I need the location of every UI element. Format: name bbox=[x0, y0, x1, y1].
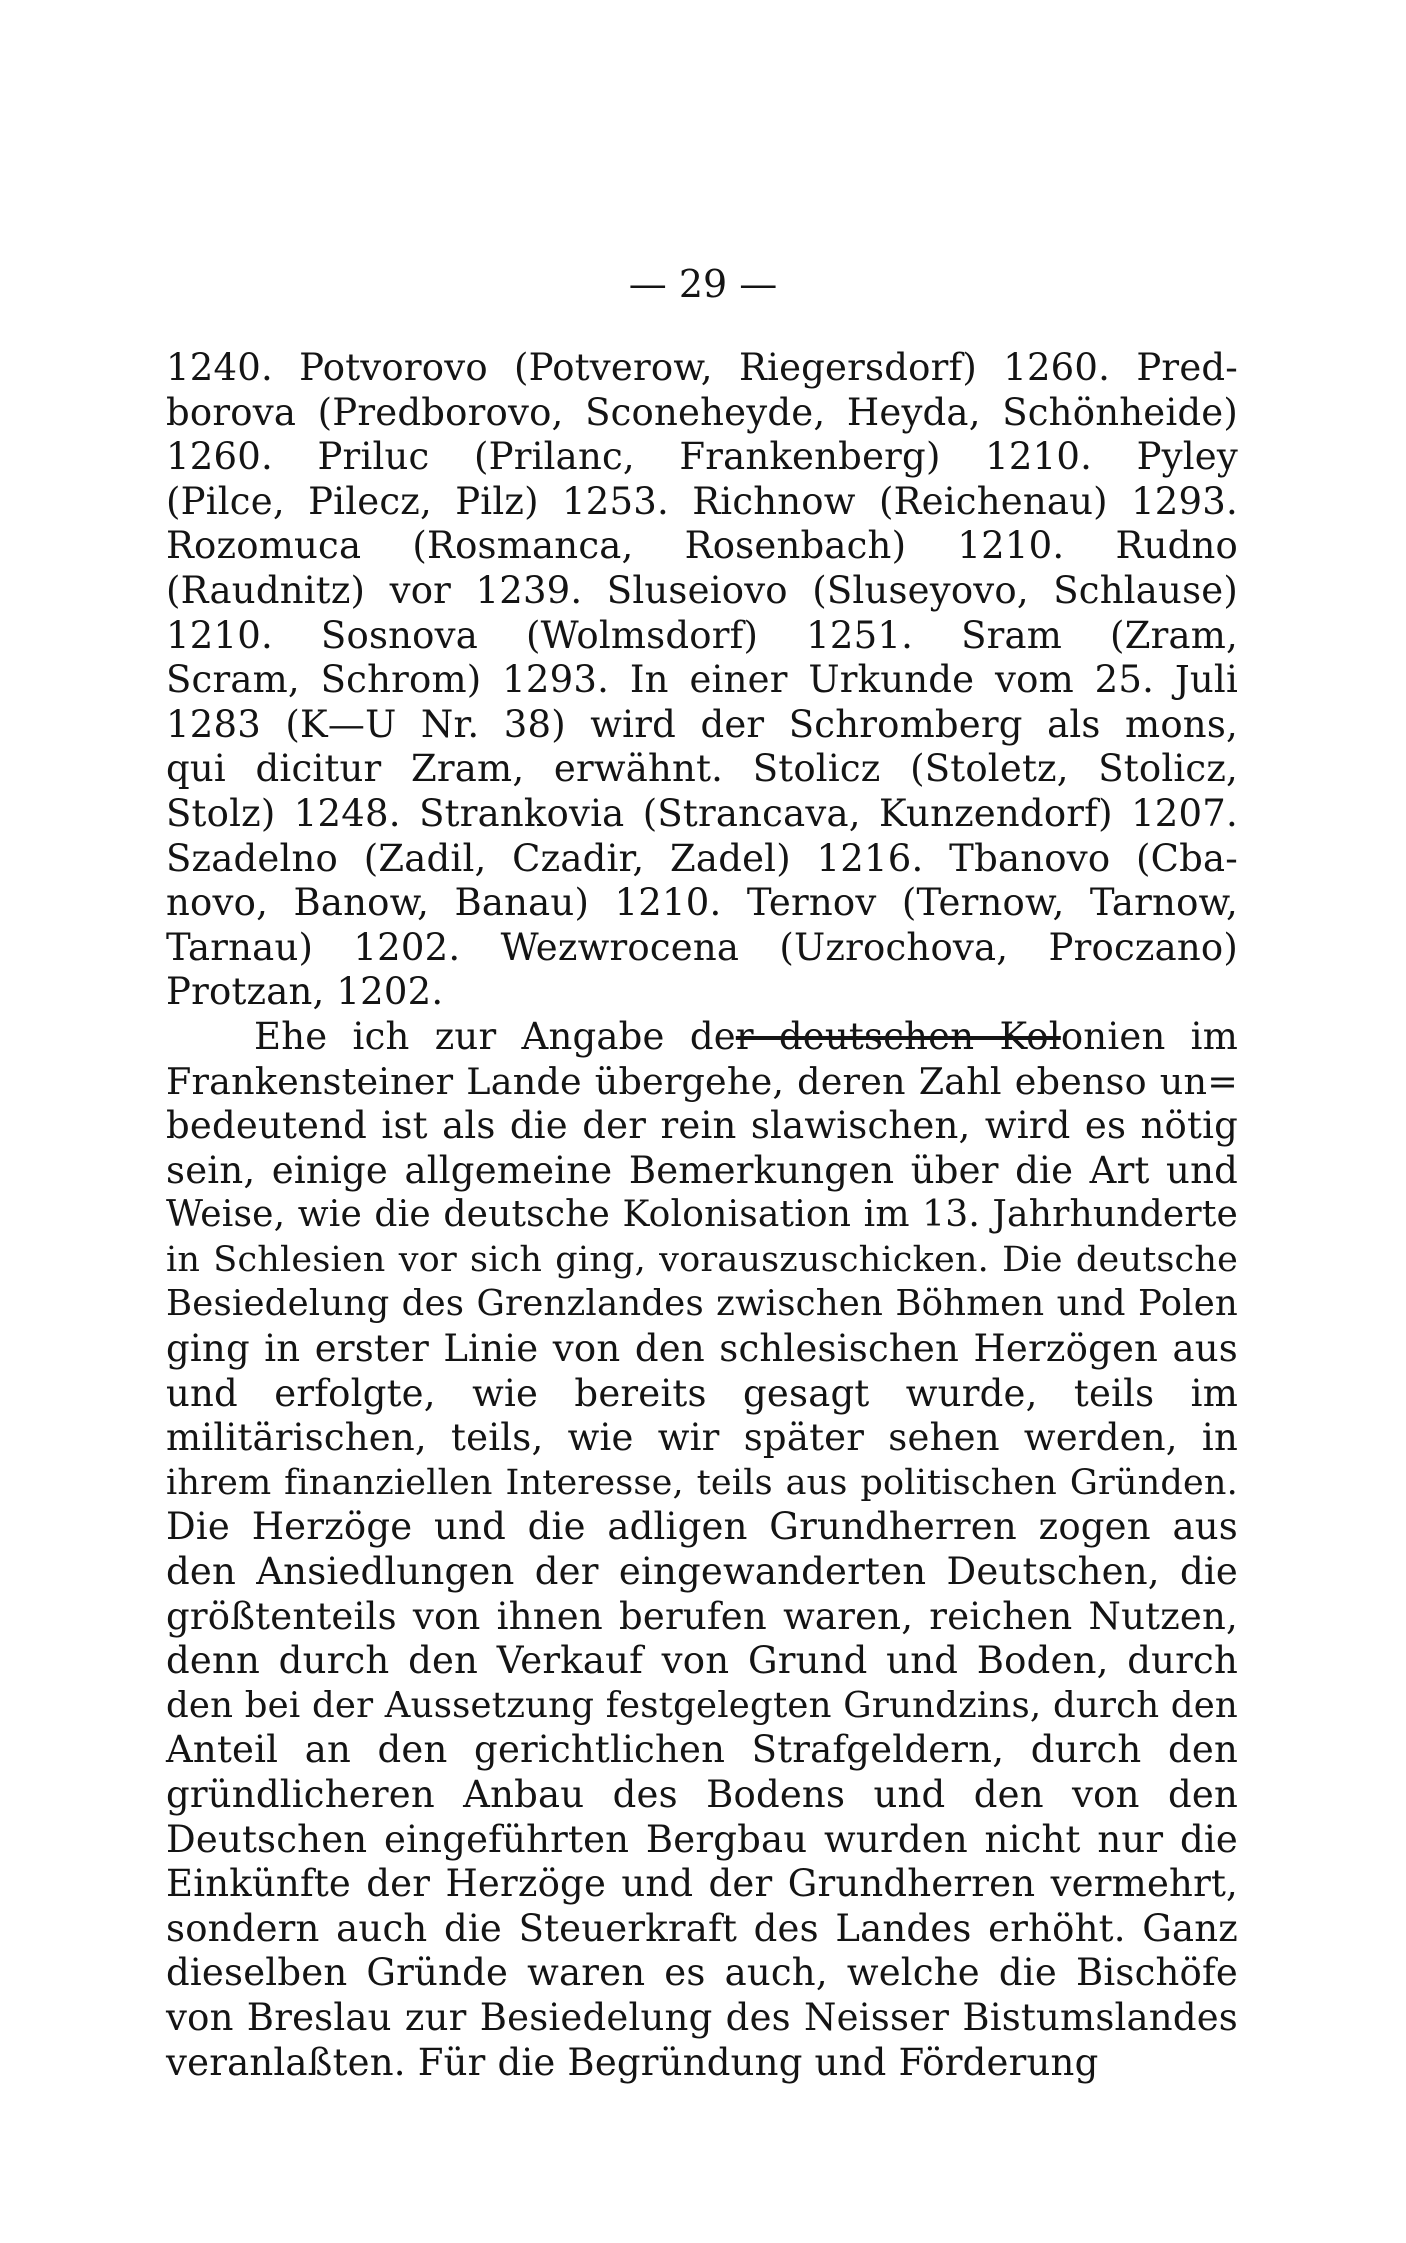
text-line: Frankensteiner Lande übergehe, deren Zahl ebenso un= bbox=[166, 1059, 1238, 1103]
text-line: sondern auch die Steuerkraft des Landes erhöht. Ganz bbox=[166, 1906, 1238, 1950]
page-number: — 29 — bbox=[628, 262, 778, 306]
text-line: Anteil an den gerichtlichen Strafgeldern, durch den bbox=[166, 1728, 1238, 1772]
text-line: den Ansiedlungen der eingewanderten Deutschen, die bbox=[166, 1550, 1238, 1594]
text-line: Protzan, 1202. bbox=[166, 970, 444, 1014]
struck-text: r deutschen Kol bbox=[735, 1014, 1061, 1058]
text-line: gründlicheren Anbau des Bodens und den von den bbox=[166, 1773, 1238, 1816]
text-line: Besiedelung des Grenzlandes zwischen Böhmen und Polen bbox=[166, 1283, 1238, 1325]
text-line: novo, Banow, Banau) 1210. Ternov (Ternow, Tarnow, bbox=[166, 881, 1238, 925]
text-line: Tarnau) 1202. Wezwrocena (Uzrochova, Proczano) bbox=[166, 925, 1238, 969]
text-line: sein, einige allgemeine Bemerkungen über die Art und bbox=[166, 1148, 1238, 1192]
text-line: Rozomuca (Rosmanca, Rosenbach) 1210. Rudno bbox=[166, 524, 1238, 568]
text-line: Deutschen eingeführten Bergbau wurden nicht nur die bbox=[166, 1817, 1238, 1861]
text-line: denn durch den Verkauf von Grund und Boden, durch bbox=[166, 1639, 1238, 1683]
text-line: 1283 (K—U Nr. 38) wird der Schromberg als mons, bbox=[166, 702, 1238, 746]
text-line: dieselben Gründe waren es auch, welche die Bischöfe bbox=[166, 1951, 1238, 1995]
text-line: ihrem finanziellen Interesse, teils aus politischen Gründen. bbox=[166, 1462, 1238, 1503]
body-text bbox=[166, 346, 1238, 2085]
text-line: (Pilce, Pilecz, Pilz) 1253. Richnow (Reichenau) 1293. bbox=[166, 479, 1238, 523]
text-line: bedeutend ist als die der rein slawischen, wird es nötig bbox=[166, 1104, 1238, 1148]
text-line: 1210. Sosnova (Wolmsdorf) 1251. Sram (Zram, bbox=[166, 613, 1238, 657]
text-line: qui dicitur Zram, erwähnt. Stolicz (Stoletz, Stolicz, bbox=[166, 747, 1238, 791]
text-line: Szadelno (Zadil, Czadir, Zadel) 1216. Tbanovo (Cba- bbox=[166, 836, 1238, 880]
text-line: veranlaßten. Für die Begründung und Förderung bbox=[166, 2040, 1099, 2084]
text-line: und erfolgte, wie bereits gesagt wurde, teils im bbox=[166, 1371, 1238, 1415]
text-line: 1240. Potvorovo (Potverow, Riegersdorf) 1260. Pred- bbox=[166, 346, 1238, 389]
text-line: (Raudnitz) vor 1239. Sluseiovo (Sluseyovo, Schlause) bbox=[166, 568, 1238, 612]
text-line: größtenteils von ihnen berufen waren, reichen Nutzen, bbox=[166, 1594, 1238, 1638]
paragraph-colonisation bbox=[166, 1015, 1238, 2085]
text-line: 1260. Priluc (Prilanc, Frankenberg) 1210. Pyley bbox=[166, 435, 1238, 479]
text-line: Die Herzöge und die adligen Grundherren zogen aus bbox=[166, 1505, 1238, 1549]
text-line: den bei der Aussetzung festgelegten Grundzins, durch den bbox=[166, 1684, 1238, 1726]
text-line: Scram, Schrom) 1293. In einer Urkunde vom 25. Juli bbox=[166, 658, 1238, 702]
paragraph-place-names bbox=[166, 346, 1238, 1015]
text-line: in Schlesien vor sich ging, vorauszuschicken. Die deutsche bbox=[166, 1239, 1238, 1280]
text-line: von Breslau zur Besiedelung des Neisser Bistumslandes bbox=[166, 1995, 1238, 2039]
text-fragment: Ehe ich zur Angabe de bbox=[254, 1014, 736, 1058]
text-line: Stolz) 1248. Strankovia (Strancava, Kunzendorf) 1207. bbox=[166, 791, 1238, 835]
text-line-first bbox=[166, 1015, 1238, 1060]
text-fragment: onien im bbox=[1060, 1014, 1238, 1058]
text-line: Weise, wie die deutsche Kolonisation im 13. Jahrhunderte bbox=[166, 1194, 1238, 1236]
text-line: borova (Predborovo, Sconeheyde, Heyda, Schönheide) bbox=[166, 390, 1238, 434]
text-line: Einkünfte der Herzöge und der Grundherren vermehrt, bbox=[166, 1862, 1238, 1906]
text-line: ging in erster Linie von den schlesischen Herzögen aus bbox=[166, 1327, 1238, 1371]
text-line: militärischen, teils, wie wir später sehen werden, in bbox=[166, 1416, 1238, 1460]
